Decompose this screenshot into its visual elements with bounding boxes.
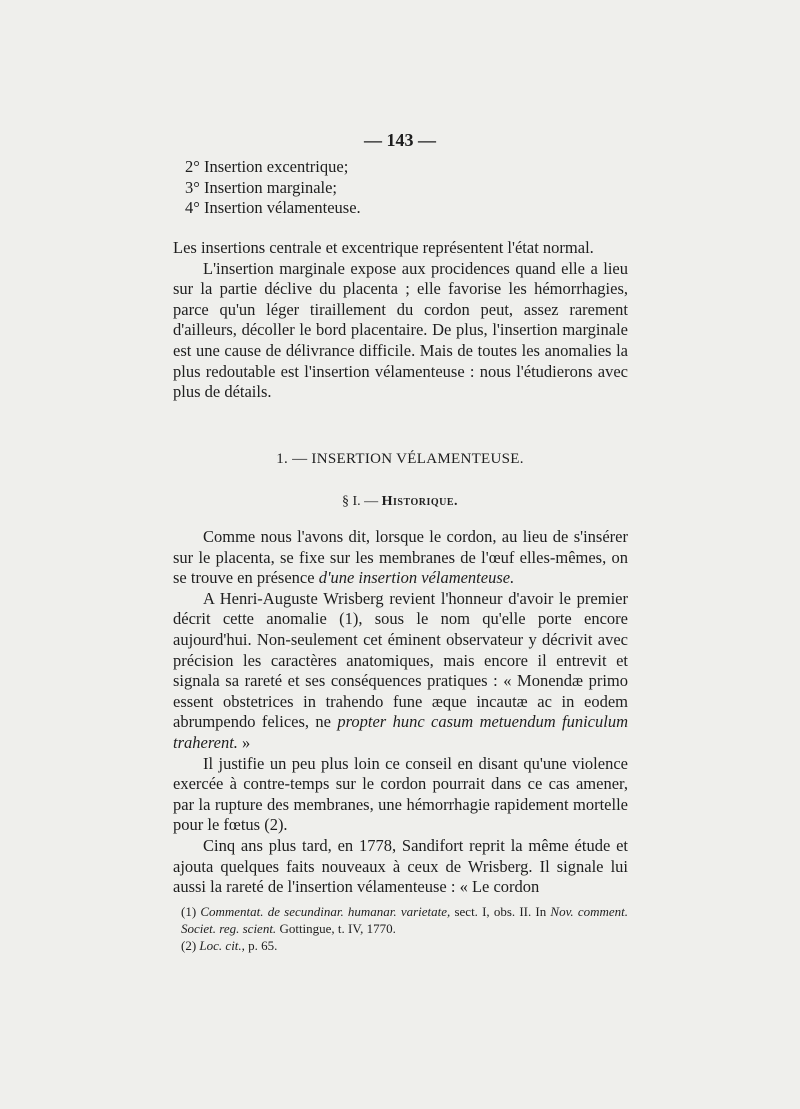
- paragraph-text: Comme nous l'avons dit, lorsque le cordon, au lieu de s'insérer sur le placenta, se fixe sur les membranes de l'œuf elles-mêmes, on se trouve en présence: [173, 527, 628, 588]
- intro-section: [173, 238, 628, 403]
- footnote-text: Gottingue, t. IV, 1770.: [276, 921, 396, 936]
- section-heading: 1. — INSERTION VÉLAMENTEUSE.: [276, 451, 524, 467]
- paragraph: [173, 527, 628, 589]
- page-number: — 143 —: [364, 130, 436, 150]
- paragraph: [173, 589, 628, 754]
- paragraph: L'insertion marginale expose aux procidences quand elle a lieu sur la partie déclive du placenta ; elle favorise les hémorrhagies, parce qu'un léger tiraillement du cordon peut, assez rarement d'ailleurs, décoller le bord placentaire. De plus, l'insertion marginale est une cause de délivrance difficile. Mais de toutes les anomalies la plus redoutable est l'insertion vélamenteuse : nous l'étudierons avec plus de détails.: [173, 258, 628, 402]
- footnote: [173, 937, 628, 954]
- paragraph-emphasis: d'une insertion vélamenteuse.: [318, 568, 515, 588]
- subsection-prefix: § I. —: [341, 494, 382, 509]
- latin-quote-emphasis: propter hunc casum metuendum funiculum traherent.: [173, 712, 628, 752]
- paragraph-text: »: [237, 732, 251, 752]
- subsection-heading: [0, 494, 800, 510]
- footnote-text: p. 65.: [244, 938, 278, 953]
- paragraph: Les insertions centrale et excentrique représentent l'état normal.: [173, 238, 594, 257]
- footnotes: [173, 903, 628, 954]
- footnote-journal: Nov. comment. Societ. reg. scient.: [181, 904, 628, 936]
- list-item: 3° Insertion marginale;: [185, 177, 338, 197]
- footnote-marker: (2): [181, 938, 200, 953]
- paragraph: Cinq ans plus tard, en 1778, Sandifort reprit la même étude et ajouta quelques faits nouveaux à ceux de Wrisberg. Il signale lui aussi la rareté de l'insertion vélamenteuse : « Le cordon: [173, 835, 628, 897]
- paragraph: Il justifie un peu plus loin ce conseil en disant qu'une violence exercée à contre-temps sur le cordon pourrait dans ce cas amener, par la rupture des membranes, une hémorrhagie rapidement mortelle pour le fœtus (2).: [173, 753, 628, 835]
- list-item: 2° Insertion excentrique;: [185, 157, 349, 176]
- insertion-list: [173, 157, 628, 219]
- footnote-title: Commentat. de secundinar. humanar. varietate,: [200, 904, 451, 919]
- footnote-citation: Loc. cit.,: [199, 938, 245, 953]
- historique-section: [173, 527, 628, 898]
- footnote: [173, 903, 628, 937]
- list-item: 4° Insertion vélamenteuse.: [185, 198, 361, 218]
- subsection-title: Historique.: [381, 494, 459, 509]
- footnote-marker: (1): [181, 904, 201, 919]
- footnote-text: sect. I, obs. II. In: [450, 904, 551, 919]
- paragraph-text: A Henri-Auguste Wrisberg revient l'honneur d'avoir le premier décrit cette anomalie (1), sous le nom qu'elle porte encore aujourd'hui. Non-seulement cet éminent observateur y décrivit avec précision les caractères anatomiques, mais encore il entrevit et signala sa rareté et ses conséquences pratiques : « Monendæ primo essent obstetrices in trahendo fune æque incautæ ac in eodem abrumpendo felices, ne: [173, 588, 628, 732]
